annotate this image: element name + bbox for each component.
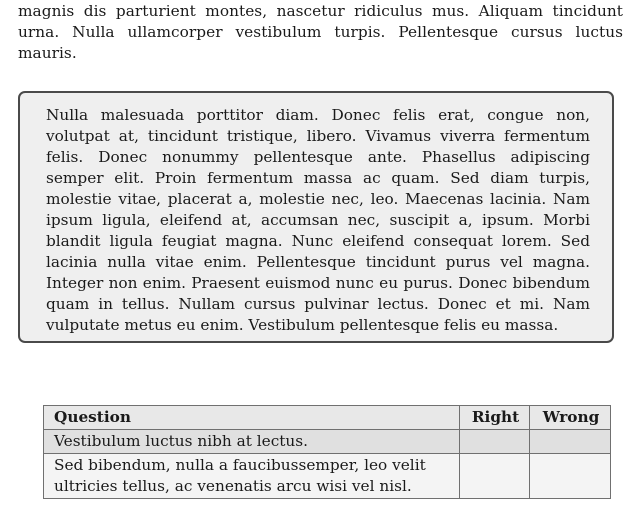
table-row (44, 454, 611, 499)
right-column-header: Right (460, 406, 530, 430)
intro-paragraph: magnis dis parturient montes, nascetur ridiculus mus. Aliquam tincidunt urna. Nulla ullamcorper vestibulum turpis. Pellentesque cursus luctus mauris. (18, 2, 623, 62)
right-answer-cell[interactable] (460, 454, 530, 499)
quiz-header-row (44, 406, 611, 430)
framed-paragraph: Nulla malesuada porttitor diam. Donec felis erat, congue non, volutpat at, tincidunt tristique, libero. Vivamus viverra fermentum felis. Donec nonummy pellentesque ante. Phasellus adipiscing semper elit. Proin fermentum massa ac quam. Sed diam turpis, molestie vitae, placerat a, molestie nec, leo. Maecenas lacinia. Nam ipsum ligula, eleifend at, accumsan nec, suscipit a, ipsum. Morbi blandit ligula feugiat magna. Nunc eleifend consequat lorem. Sed lacinia nulla vitae enim. Pellentesque tincidunt purus vel magna. Integer non enim. Praesent euismod nunc eu purus. Donec bibendum quam in tellus. Nullam cursus pulvinar lectus. Donec et mi. Nam vulputate metus eu enim. Vestibulum pellentesque felis eu massa. (46, 106, 590, 334)
wrong-column-header: Wrong (530, 406, 611, 430)
question-cell: Sed bibendum, nulla a faucibussemper, leo velit ultricies tellus, ac venenatis arcu wisi vel nisl. (44, 454, 460, 499)
framed-text-box (18, 91, 614, 343)
table-row (44, 430, 611, 454)
wrong-answer-cell[interactable] (530, 454, 611, 499)
right-answer-cell[interactable] (460, 430, 530, 454)
question-cell: Vestibulum luctus nibh at lectus. (44, 430, 460, 454)
quiz-table (43, 405, 611, 499)
wrong-answer-cell[interactable] (530, 430, 611, 454)
question-column-header: Question (44, 406, 460, 430)
